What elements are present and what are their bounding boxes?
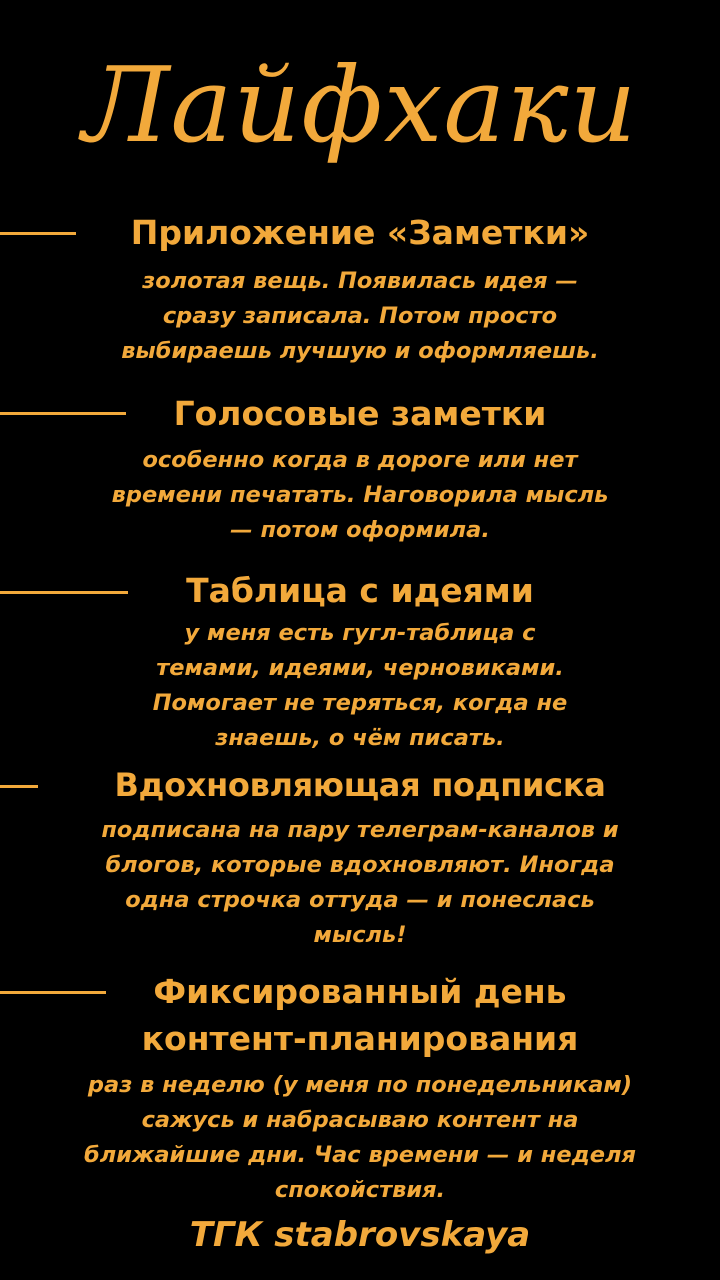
item-text <box>20 813 700 953</box>
item-text-line: выбираешь лучшую и оформляешь. <box>121 338 599 364</box>
item-heading: Приложение «Заметки» <box>130 213 590 252</box>
item-heading: Фиксированный день <box>153 972 567 1011</box>
item-text-line: спокойствия. <box>274 1177 446 1203</box>
item-heading: Вдохновляющая подписка <box>114 766 606 804</box>
item-text-line: сажусь и набрасываю контент на <box>141 1107 579 1133</box>
item-heading: контент-планирования <box>141 1019 579 1058</box>
page-title: Лайфхаки <box>82 44 638 166</box>
item-text-line: ближайшие дни. Час времени — и неделя <box>84 1142 636 1168</box>
item-text-line: блогов, которые вдохновляют. Иногда <box>105 852 615 878</box>
item-text-line: знаешь, о чём писать. <box>215 725 505 751</box>
item-heading: Голосовые заметки <box>173 394 547 433</box>
item-text-line: подписана на пару телеграм-каналов и <box>101 817 619 843</box>
item-text-line: особенно когда в дороге или нет <box>142 447 578 473</box>
item-text <box>20 443 700 548</box>
item-text <box>20 1068 700 1208</box>
item-text-line: времени печатать. Наговорила мысль <box>111 482 609 508</box>
footer-channel: ТГК stabrovskaya <box>189 1215 531 1255</box>
item-text-line: раз в неделю (у меня по понедельникам) <box>87 1072 633 1098</box>
item-text-line: у меня есть гугл-таблица с <box>184 620 536 646</box>
item-text-line: — потом оформила. <box>230 517 490 543</box>
item-text-line: Помогает не теряться, когда не <box>152 690 568 716</box>
item-heading: Таблица с идеями <box>186 571 534 610</box>
item-text-line: золотая вещь. Появилась идея — <box>142 268 578 294</box>
item-text-line: темами, идеями, черновиками. <box>156 655 564 681</box>
item-text-line: одна строчка оттуда — и понеслась <box>125 887 595 913</box>
item-text-line: сразу записала. Потом просто <box>162 303 558 329</box>
item-text-line: мысль! <box>313 922 407 948</box>
item-text <box>20 264 700 369</box>
item-text <box>20 616 700 756</box>
